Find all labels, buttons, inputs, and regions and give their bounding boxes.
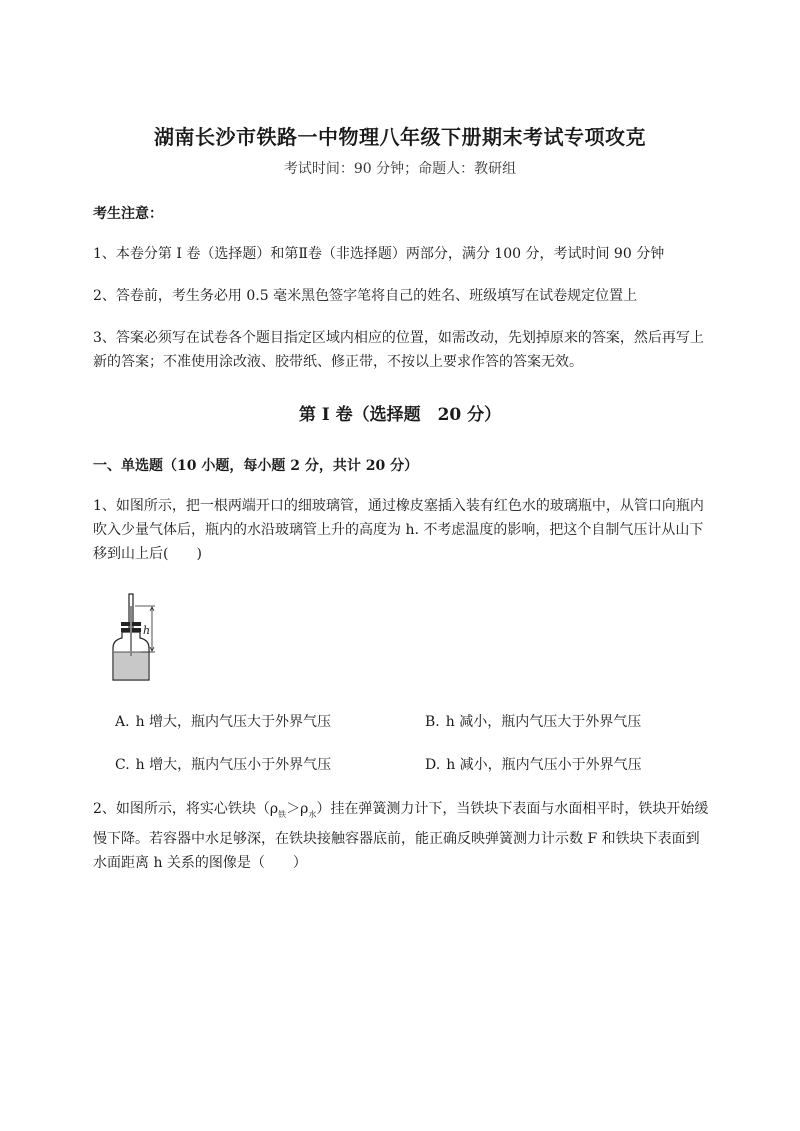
option-c[interactable]: [115, 755, 331, 775]
section-subtitle: 一、单选题（10 小题，每小题 2 分，共计 20 分）: [93, 458, 419, 474]
option-d-letter: D.: [425, 757, 441, 773]
notice-item-3: 3、答案必须写在试卷各个题目指定区域内相应的位置，如需改动，先划掉原来的答案，然后再写上新的答案；不准使用涂改液、胶带纸、修正带，不按以上要求作答的答案无效。: [93, 330, 704, 370]
notice-item-1: 1、本卷分第 I 卷（选择题）和第Ⅱ卷（非选择题）两部分，满分 100 分，考试时间 90 分钟: [93, 246, 665, 262]
option-d[interactable]: [425, 755, 642, 775]
rho-iron-subscript: 铁: [278, 809, 287, 819]
barometer-figure: [105, 592, 165, 684]
option-b-letter: B.: [425, 714, 440, 730]
figure-height-label: h: [143, 624, 151, 637]
question-2-part-1: 2、如图所示，将实心铁块（ρ: [93, 801, 279, 817]
rho-water-subscript: 水: [308, 809, 317, 819]
section-title: 第 I 卷（选择题 20 分）: [298, 405, 502, 425]
question-2-text: [93, 797, 713, 875]
question-1-text: 1、如图所示，把一根两端开口的细玻璃管，通过橡皮塞插入装有红色水的玻璃瓶中，从管口向瓶内吹入少量气体后，瓶内的水沿玻璃管上升的高度为 h. 不考虑温度的影响，把这个自制气压计从山下移到山上后( ): [93, 498, 704, 562]
exam-info: 考试时间：90 分钟；命题人：教研组: [283, 161, 517, 177]
page-title: 湖南长沙市铁路一中物理八年级下册期末考试专项攻克: [154, 125, 646, 149]
option-b-text: h 减小，瓶内气压大于外界气压: [445, 714, 642, 730]
option-a-letter: A.: [115, 714, 130, 730]
option-c-text: h 增大，瓶内气压小于外界气压: [135, 757, 332, 773]
notice-item-2: 2、答卷前，考生务必用 0.5 毫米黑色签字笔将自己的姓名、班级填写在试卷规定位置上: [93, 288, 638, 304]
option-c-letter: C.: [115, 757, 130, 773]
question-2-part-3: ）挂在弹簧测力计下，当铁块下表面与水面相平时，铁块开始缓慢下降。若容器中水足够深，在铁块接触容器底前，能正确反映弹簧测力计示数 F 和铁块下表面到水面距离 h 关系的图像是（ ）: [93, 801, 709, 871]
option-d-text: h 减小，瓶内气压小于外界气压: [446, 757, 642, 773]
question-2-part-2: ＞ρ: [286, 801, 309, 817]
option-b[interactable]: [425, 712, 641, 732]
notice-heading: 考生注意：: [93, 206, 163, 222]
option-a-text: h 增大，瓶内气压大于外界气压: [135, 714, 332, 730]
option-a[interactable]: [115, 712, 331, 732]
